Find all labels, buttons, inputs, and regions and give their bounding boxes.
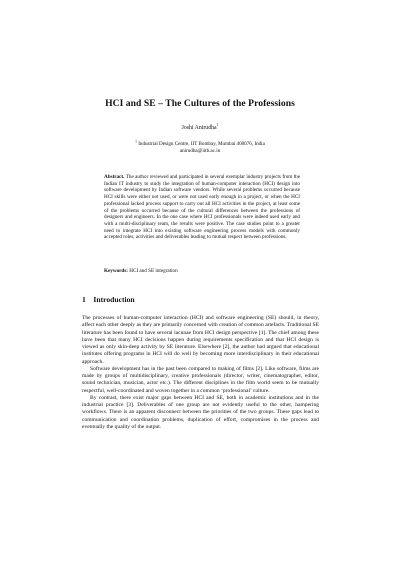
abstract-text: The author reviewed and participated in several exemplar industry projects from the Indian IT industry to study the integration of human-computer interaction (HCI) design into software development by Indian software vendors. While several problems occurred because HCI skills were either not used, or were not used early enough in a project, or when the HCI professional lacked process support to carry out all HCI activities in the project, at least some of the problems occurred because of the cultural differences between the professions of designers and engineers. In the one case where HCI professionals were indeed used early and with a multi-disciplinary team, the results were positive. The case studies point to a greater need to integrate HCI into existing software engineering process models with commonly accepted roles, activities and deliverables leading to mutual respect between professions.: [104, 174, 300, 241]
paper-title: HCI and SE – The Cultures of the Professions: [105, 98, 295, 109]
author-name: Joshi Anirudha: [181, 125, 217, 131]
paragraph: The processes of human-computer interaction (HCI) and software engineering (SE) should, in theory, affect each other deeply as they are primarily concerned with creation of common artefacts. Traditional SE literature has been found to have several lacunae from HCI design perspective [1]. The chief among these have been that many HCI decisions happen during requirements specification and that HCI design is viewed as only skin-deep activity by SE literature. Elsewhere [2], the author had argued that educational institutes offering programs in HCI will do well by becoming more interdisciplinary in their educational approach.: [82, 315, 319, 365]
author-email: anirudha@iitb.ac.in: [179, 147, 221, 154]
affiliation-marker: 1: [135, 139, 137, 144]
keywords: [104, 268, 300, 275]
body-text: [82, 315, 319, 431]
affiliation-address: Industrial Design Centre, IIT Bombay, Mumbai 400076, India: [138, 141, 265, 147]
abstract-label: Abstract.: [104, 174, 125, 180]
paragraph: Software development has in the past been compared to making of films [2]. Like software, films are made by groups of multidisciplinary, creative professionals (director, writer, cinematographer, editor, sound technician, musician, actor etc.). The different disciplines in the film world seem to be mutually respectful, well-coordinated and woven together in a common ‘professional’ culture.: [82, 365, 319, 394]
keywords-text: HCI and SE integration: [129, 268, 178, 274]
paragraph: By contrast, there exist major gaps between HCI and SE, both in academic institutions and in the industrial practice [3]. Deliverables of one group are not evidently useful to the other, hampering workflows. There is an apparent disconnect between the priorities of the two groups. These gaps lead to communication and coordination problems, duplication of effort, compromises in the process and eventually the quality of the output.: [82, 394, 319, 430]
affiliation-line-1: [0, 141, 400, 148]
section-number: 1: [82, 295, 86, 304]
section-heading: [82, 295, 322, 304]
author-line: [0, 125, 400, 132]
abstract: [104, 174, 300, 241]
affiliation: [0, 141, 400, 154]
author-marker: 1: [216, 123, 219, 128]
section-title: Introduction: [93, 295, 135, 304]
keywords-label: Keywords:: [104, 268, 128, 274]
